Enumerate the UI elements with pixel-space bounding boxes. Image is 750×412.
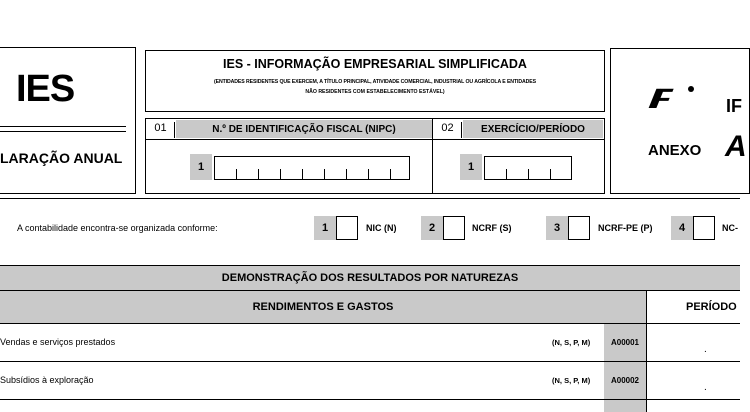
row-label: Subsídios à exploração bbox=[0, 375, 94, 385]
annual-declaration-label: LARAÇÃO ANUAL bbox=[0, 150, 123, 166]
right-panel bbox=[610, 48, 750, 194]
option-2-checkbox[interactable] bbox=[443, 216, 465, 240]
row-code-partial bbox=[604, 400, 646, 412]
option-2-label: NCRF (S) bbox=[472, 223, 512, 233]
option-4-checkbox[interactable] bbox=[693, 216, 715, 240]
option-4-number: 4 bbox=[671, 216, 693, 240]
right-header-fragment: IF bbox=[726, 96, 742, 116]
option-4-label: NC- bbox=[722, 223, 738, 233]
option-1-number: 1 bbox=[314, 216, 336, 240]
option-1-checkbox[interactable] bbox=[336, 216, 358, 240]
row-code: A00001 bbox=[604, 324, 646, 361]
top-rule bbox=[0, 198, 740, 199]
row-label: Vendas e serviços prestados bbox=[0, 337, 116, 347]
accounting-prompt: A contabilidade encontra-se organizada conforme: bbox=[17, 223, 218, 233]
option-3-checkbox[interactable] bbox=[568, 216, 590, 240]
table-row bbox=[0, 324, 740, 362]
fields-header-line bbox=[145, 139, 605, 140]
column-income-header: RENDIMENTOS E GASTOS bbox=[0, 291, 646, 324]
option-3-label: NCRF-PE (P) bbox=[598, 223, 653, 233]
column-period-header: PERÍODO bbox=[686, 301, 737, 313]
field-01-number: 01 bbox=[147, 122, 175, 138]
period-digit-label: 1 bbox=[460, 154, 482, 180]
header-subtitle-2: NÃO RESIDENTES COM ESTABELECIMENTO ESTÁVEL) bbox=[305, 89, 445, 95]
row-applies: (N, S, P, M) bbox=[552, 338, 591, 347]
title-divider bbox=[0, 126, 126, 127]
field-02-label: EXERCÍCIO/PERÍODO bbox=[463, 120, 603, 138]
annex-label: ANEXO bbox=[648, 142, 702, 159]
row-value-input[interactable]: . bbox=[704, 344, 707, 355]
row-value-input[interactable]: . bbox=[704, 382, 707, 393]
nipc-input[interactable] bbox=[214, 156, 410, 180]
table-row bbox=[0, 362, 740, 400]
field-02-number: 02 bbox=[434, 122, 462, 138]
row-applies: (N, S, P, M) bbox=[552, 376, 591, 385]
period-input[interactable] bbox=[484, 156, 572, 180]
form-title: IES bbox=[16, 68, 75, 110]
row-code: A00002 bbox=[604, 362, 646, 399]
header-title: IES - INFORMAÇÃO EMPRESARIAL SIMPLIFICADA bbox=[223, 57, 527, 71]
option-3-number: 3 bbox=[546, 216, 568, 240]
fields-separator bbox=[432, 118, 433, 194]
title-divider-2 bbox=[0, 131, 126, 132]
option-2-number: 2 bbox=[421, 216, 443, 240]
header-subtitle-1: (ENTIDADES RESIDENTES QUE EXERCEM, A TÍTULO PRINCIPAL, ATIVIDADE COMERCIAL, INDUSTRIAL OU AGRÍCOLA E ENTIDADES bbox=[213, 79, 537, 85]
option-1-label: NIC (N) bbox=[366, 223, 397, 233]
at-logo: IF bbox=[646, 83, 671, 114]
field-01-label: N.º DE IDENTIFICAÇÃO FISCAL (NIPC) bbox=[176, 120, 432, 138]
nipc-digit-label: 1 bbox=[190, 154, 212, 180]
logo-dot bbox=[688, 86, 694, 92]
annex-letter: A bbox=[725, 130, 747, 163]
statement-title: DEMONSTRAÇÃO DOS RESULTADOS POR NATUREZAS bbox=[0, 265, 740, 291]
